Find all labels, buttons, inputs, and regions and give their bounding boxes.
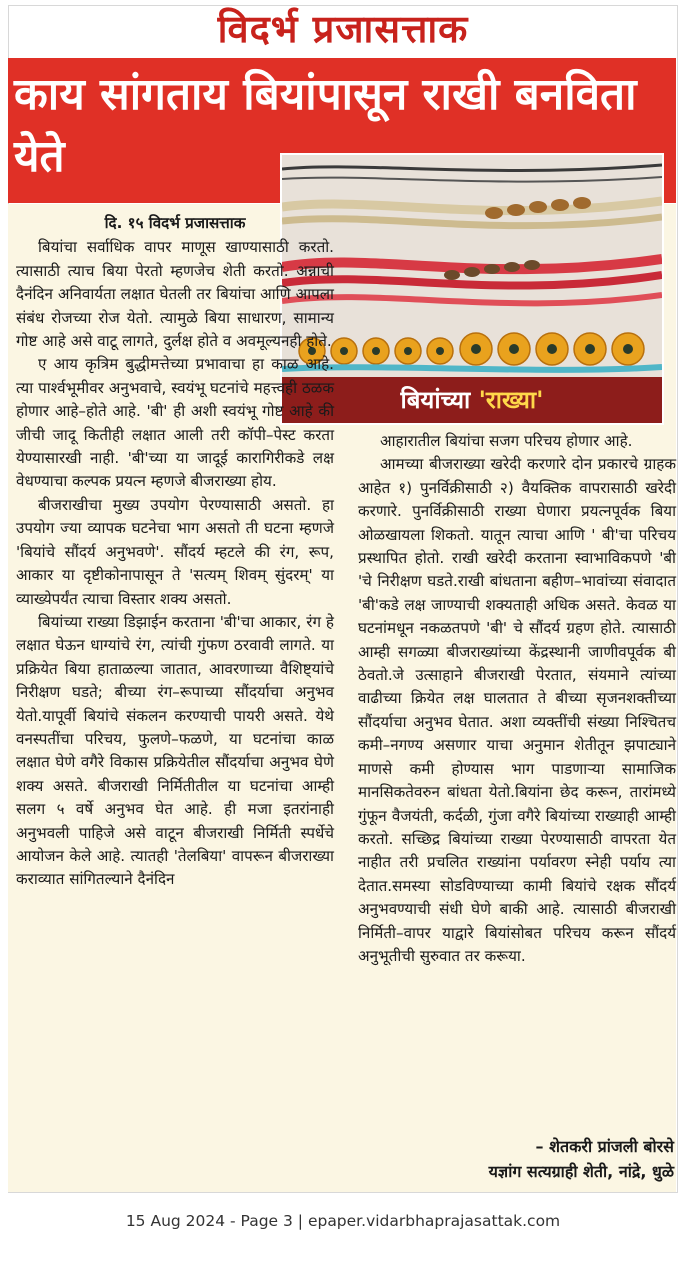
paragraph: आहारातील बियांचा सजग परिचय होणार आहे. (380, 432, 633, 450)
dateline: दि. १५ विदर्भ प्रजासत्ताक (104, 214, 246, 232)
paragraph: बियांचा सर्वाधिक वापर माणूस खाण्यासाठी करतो. त्यासाठी त्याच बिया पेरतो म्हणजेच शेती करतो. अन्नाची दैनंदिन अनिवार्यता लक्षात घेतली तर बियांचा आणि आपला संबंध रोजच्या रोज येतो. त्यामुळे बिया साधारण, सामान्य गोष्ट आहे असे वाटू लागते, दुर्लक्ष होते व अवमूल्यनही होते. (16, 238, 334, 351)
paragraph: बियांच्या राख्या डिझाईन करताना 'बी'चा आकार, रंग हे लक्षात घेऊन धाग्यांचे रंग, त्यांची गुंफण ठरवावी लागते. या प्रक्रियेत बिया हाताळल्या जातात, आवरणाच्या वैशिष्ट्यांचे निरीक्षण घडते; बीच्या रंग–रूपाच्या सौंदर्याचा अनुभव येतो.यापूर्वी बियांचे संकलन करण्याची पायरी असते. येथे वनस्पतींचा परिचय, फुलणे–फळणे, या घटनांचा काळ लक्षात घेणे वगैरे विकास प्रक्रियेतील सौंदर्याचा अनुभव घेणे शक्य असते. बीजराखी निर्मितीतील या घटनांचा आम्ही सलग ५ वर्षे अनुभव घेत आहे. ही मजा इतरांनाही अनुभवली पाहिजे असे वाटून बीजराखी निर्मिती स्पर्धेचे आयोजन केले आहे. त्यातही 'तेलबिया' वापरून बीजराख्या कराव्यात सांगितल्याने दैनंदिन (16, 612, 334, 889)
article-column-2 (358, 430, 676, 968)
author-signature (489, 1134, 674, 1184)
author-affiliation: यज्ञांग सत्यग्राही शेती, नांद्रे, धुळे (488, 1162, 674, 1181)
author-name: – शेतकरी प्रांजली बोरसे (535, 1137, 674, 1156)
photo-caption (282, 377, 662, 423)
paragraph: आमच्या बीजराख्या खरेदी करणारे दोन प्रकारचे ग्राहक आहेत १) पुनर्विक्रीसाठी २) वैयक्तिक वापरासाठी खरेदी करणारे. पुनर्विक्रीसाठी राख्या घेणारा प्रयत्नपूर्वक बिया ओळखायला शिकतो. यातून त्याचा आणि ' बी'चा परिचय प्रस्थापित होतो. राखी खरेदी करताना स्वाभाविकपणे 'बी 'चे निरीक्षण घडते.राखी बांधताना बहीण–भावांच्या संवादात 'बी'कडे लक्ष जाण्याची शक्यताही अधिक असते. केवळ या घटनांमधून नकळतपणे 'बी' चे सौंदर्य ग्रहण होते. त्यासाठी आम्ही सगळ्या बीजराख्यांच्या केंद्रस्थानी जाणीवपूर्वक बी ठेवतो.जे उत्साहाने बीजराखी पेरतात, संयमाने त्यांच्या वाढीच्या क्रियेत लक्ष घालतात ते बीच्या सृजनशक्तीच्या सौंदर्याचा अनुभव घेतात. अशा व्यक्तींची संख्या निश्चितच कमी–नगण्य असणार याचा अनुमान शेतीतून झपाट्याने माणसे कमी होण्यास भाग पाडणाऱ्या सामाजिक मानसिकतेवरुन बांधता येतो.बियांना छेद करून, तारांमध्ये गुंफून वैजयंती, कर्दळी, गुंजा वगैरे बियांच्या राख्याही आम्ही करतो. सच्छिद्र बियांच्या राख्या पेरण्यासाठी वापरता येत नाहीत तरी प्रचलित राख्यांना पर्यावरण स्नेही पर्याय त्या देतात.समस्या सोडविण्याच्या कामी बियांचे रक्षक सौंदर्य अनुभवण्याची संधी घेणे बाकी आहे. त्यासाठी बीजराखी निर्मिती–वापर याद्वारे बियांसोबत परिचय करून सौंदर्य अनुभूतीची सुरुवात तर करूया. (358, 455, 676, 965)
paragraph: ए आय कृत्रिम बुद्धीमत्तेच्या प्रभावाचा हा काळ आहे. त्या पार्श्वभूमीवर अनुभवाचे, स्वयंभू घटनांचे महत्त्वही ठळक होणार आहे–होते आहे. 'बी' ही अशी स्वयंभू गोष्ट आहे की जीची जादू कितीही लक्षात आली तरी कॉपी–पेस्ट करता येण्यासारखी नाही. 'बी'च्या या जादूई कारागिरीकडे लक्ष वेधण्याचा कल्पक प्रयत्न म्हणजे बीजराख्या होय. (16, 355, 334, 491)
article-column-1 (16, 212, 334, 892)
caption-highlight: 'राख्या' (478, 386, 544, 414)
page-footer: 15 Aug 2024 - Page 3 | epaper.vidarbhaprajasattak.com (125, 1212, 561, 1230)
caption-text: बियांच्या (400, 386, 479, 414)
masthead: विदर्भ प्रजासत्ताक (217, 7, 469, 51)
rakhi-photo (280, 153, 664, 425)
headline: काय सांगताय बियांपासून राखी बनविता येते (14, 69, 637, 182)
paragraph: बीजराखीचा मुख्य उपयोग पेरण्यासाठी असतो. हा उपयोग ज्या व्यापक घटनेचा भाग असतो ती घटना म्हणजे 'बियांचे सौंदर्य अनुभवणे'. सौंदर्य म्हटले की रंग, रूप, आकार या दृष्टीकोनापासून ते 'सत्यम् शिवम् सुंदरम्' या व्याख्येपर्यंत त्याचा विस्तार शक्य असतो. (16, 495, 334, 608)
